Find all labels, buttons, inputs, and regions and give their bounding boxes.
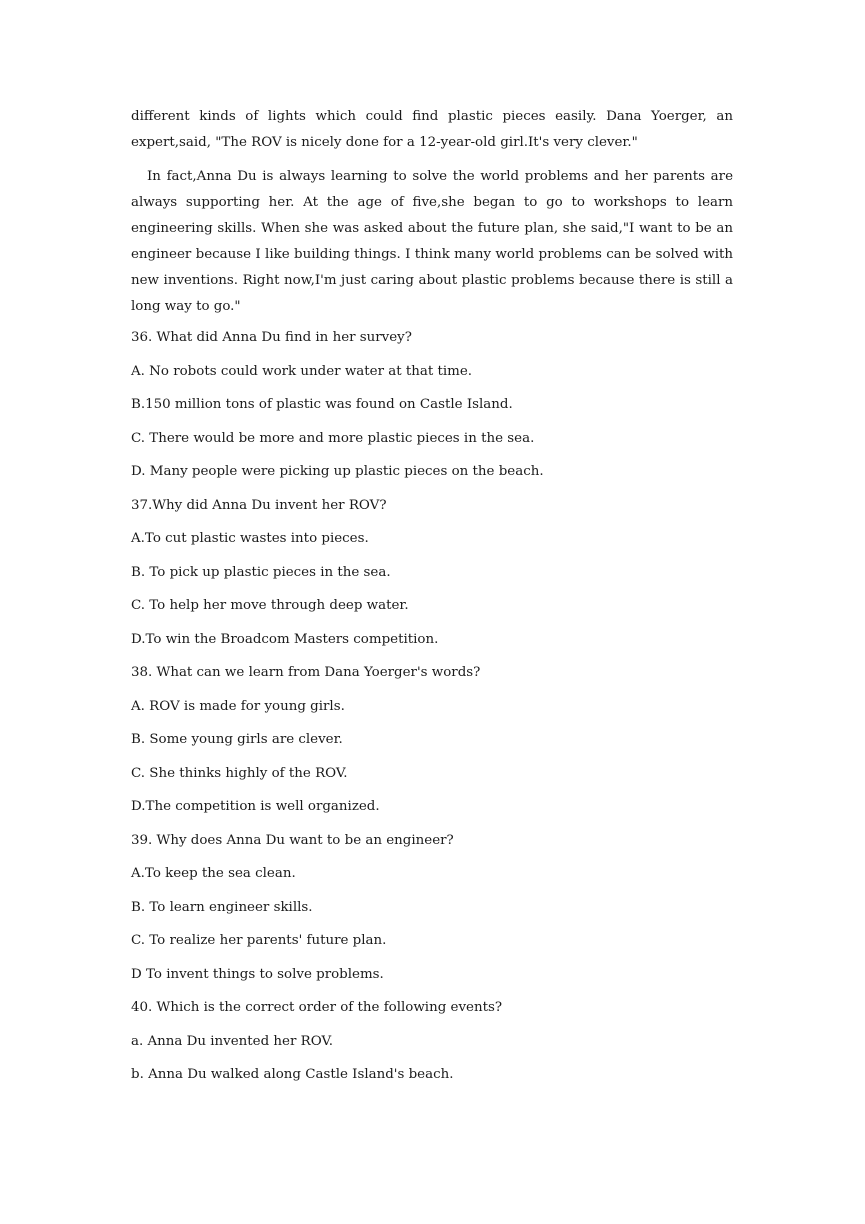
question-stem: 38. What can we learn from Dana Yoerger's words? [131, 665, 481, 680]
question-stem: 40. Which is the correct order of the following events? [131, 1000, 503, 1015]
event-b: b. Anna Du walked along Castle Island's beach. [131, 1067, 454, 1082]
option-a: A.To cut plastic wastes into pieces. [131, 531, 369, 546]
question-stem: 37.Why did Anna Du invent her ROV? [131, 497, 387, 513]
question-37 [131, 496, 733, 650]
question-38 [131, 663, 733, 817]
option-c: C. To help her move through deep water. [131, 598, 409, 613]
option-b: B.150 million tons of plastic was found on Castle Island. [131, 397, 513, 412]
option-c: C. She thinks highly of the ROV. [131, 765, 348, 781]
passage-paragraph: In fact,Anna Du is always learning to solve the world problems and her parents are always supporting her. At the age of five,she began to go to workshops to learn engineering skills. When she was asked about the future plan, she said,"I want to be an engineer because I like building things. I think many world problems can be solved with new inventions. Right now,I'm just caring about plastic problems because there is still a long way to go." [131, 169, 733, 314]
option-b: B. Some young girls are clever. [131, 732, 343, 747]
question-stem: 39. Why does Anna Du want to be an engineer? [131, 832, 454, 848]
question-39 [131, 831, 733, 985]
document-page [131, 104, 733, 1099]
option-d: D To invent things to solve problems. [131, 966, 384, 982]
option-c: C. To realize her parents' future plan. [131, 933, 387, 948]
questions-section [131, 328, 733, 1085]
option-d: D. Many people were picking up plastic pieces on the beach. [131, 464, 544, 479]
question-40 [131, 998, 733, 1085]
option-d: D.The competition is well organized. [131, 799, 380, 814]
option-b: B. To learn engineer skills. [131, 899, 313, 915]
option-a: A. ROV is made for young girls. [131, 698, 345, 714]
passage-paragraph: different kinds of lights which could find plastic pieces easily. Dana Yoerger, an expert,said, "The ROV is nicely done for a 12-year-old girl.It's very clever." [131, 109, 733, 150]
option-a: A.To keep the sea clean. [131, 866, 296, 881]
option-a: A. No robots could work under water at that time. [131, 363, 473, 379]
question-stem: 36. What did Anna Du find in her survey? [131, 330, 412, 345]
option-c: C. There would be more and more plastic pieces in the sea. [131, 430, 535, 446]
question-36 [131, 328, 733, 482]
event-a: a. Anna Du invented her ROV. [131, 1033, 334, 1049]
option-b: B. To pick up plastic pieces in the sea. [131, 564, 391, 580]
option-d: D.To win the Broadcom Masters competition. [131, 631, 439, 647]
